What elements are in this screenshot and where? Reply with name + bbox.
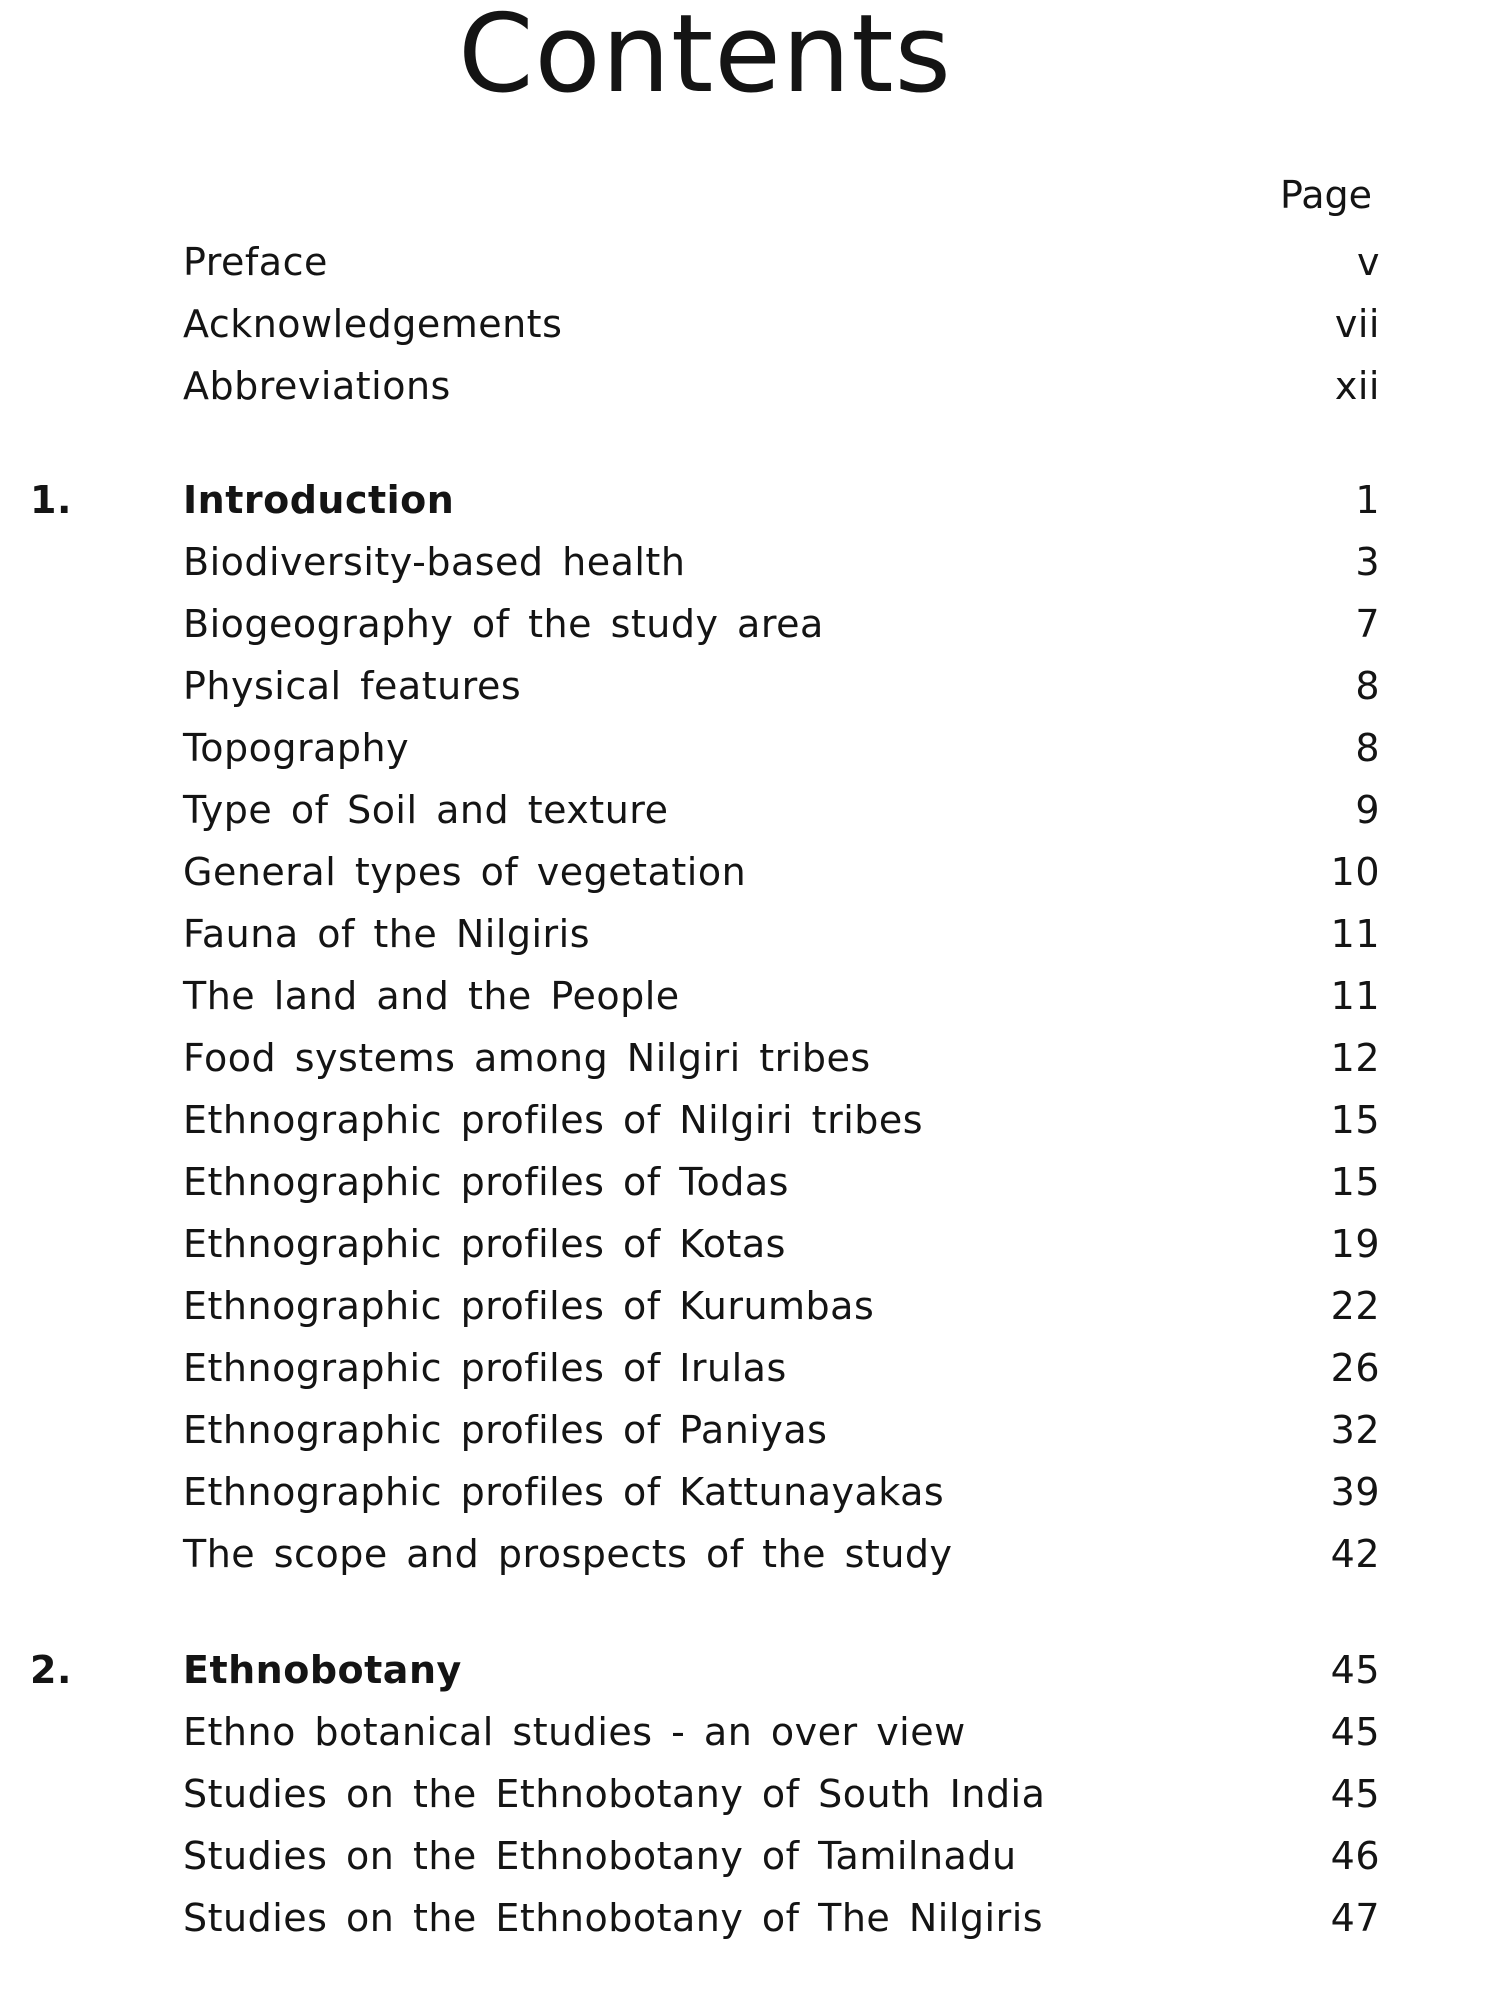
toc-section-page: 8: [1355, 726, 1380, 770]
toc-section[interactable]: [0, 1214, 1500, 1274]
toc-section[interactable]: [0, 1524, 1500, 1584]
toc-section-label: Type of Soil and texture: [183, 788, 669, 832]
page-title: Contents: [458, 0, 952, 117]
toc-section[interactable]: [0, 842, 1500, 902]
toc-section-page: 3: [1355, 540, 1380, 584]
toc-entry-page: xii: [1334, 364, 1380, 408]
toc-section-page: 19: [1330, 1222, 1380, 1266]
toc-section-label: Studies on the Ethnobotany of The Nilgiris: [183, 1896, 1044, 1940]
toc-entry-preface[interactable]: [0, 232, 1500, 292]
toc-section-page: 9: [1355, 788, 1380, 832]
toc-section[interactable]: [0, 594, 1500, 654]
toc-section-label: Fauna of the Nilgiris: [183, 912, 591, 956]
toc-section-page: 26: [1330, 1346, 1380, 1390]
toc-section-label: Biogeography of the study area: [183, 602, 824, 646]
toc-section[interactable]: [0, 1462, 1500, 1522]
toc-section-label: Physical features: [183, 664, 522, 708]
toc-section[interactable]: [0, 966, 1500, 1026]
toc-section-page: 22: [1330, 1284, 1380, 1328]
toc-section-label: Ethnographic profiles of Paniyas: [183, 1408, 828, 1452]
toc-section-page: 11: [1330, 974, 1380, 1018]
chapter-title: Introduction: [183, 478, 455, 522]
toc-section-page: 7: [1355, 602, 1380, 646]
chapter-page: 1: [1355, 478, 1380, 522]
toc-entry-page: vii: [1334, 302, 1380, 346]
toc-chapter-introduction[interactable]: [0, 470, 1500, 530]
toc-section-label: Studies on the Ethnobotany of Tamilnadu: [183, 1834, 1017, 1878]
toc-section-page: 46: [1330, 1834, 1380, 1878]
toc-section-label: Ethnographic profiles of Irulas: [183, 1346, 787, 1390]
toc-chapter-ethnobotany[interactable]: [0, 1640, 1500, 1700]
toc-section-page: 12: [1330, 1036, 1380, 1080]
toc-section-label: Ethnographic profiles of Nilgiri tribes: [183, 1098, 924, 1142]
toc-section[interactable]: [0, 656, 1500, 716]
toc-section[interactable]: [0, 1090, 1500, 1150]
toc-entry-label: Acknowledgements: [183, 302, 563, 346]
chapter-page: 45: [1330, 1648, 1380, 1692]
toc-section-label: The land and the People: [183, 974, 680, 1018]
toc-entry-label: Abbreviations: [183, 364, 451, 408]
toc-section-label: Biodiversity-based health: [183, 540, 686, 584]
toc-section-page: 8: [1355, 664, 1380, 708]
toc-section-page: 42: [1330, 1532, 1380, 1576]
toc-section[interactable]: [0, 1276, 1500, 1336]
toc-section[interactable]: [0, 718, 1500, 778]
page-column-heading: Page: [1280, 173, 1372, 217]
toc-section-page: 15: [1330, 1098, 1380, 1142]
toc-entry-label: Preface: [183, 240, 328, 284]
toc-section-page: 45: [1330, 1710, 1380, 1754]
toc-section[interactable]: [0, 1338, 1500, 1398]
toc-section-page: 11: [1330, 912, 1380, 956]
toc-section-label: Ethno botanical studies - an over view: [183, 1710, 966, 1754]
toc-section-label: Studies on the Ethnobotany of South India: [183, 1772, 1046, 1816]
toc-section-label: Ethnographic profiles of Kattunayakas: [183, 1470, 945, 1514]
toc-section-label: General types of vegetation: [183, 850, 747, 894]
toc-entry-page: v: [1357, 240, 1380, 284]
toc-section[interactable]: [0, 1028, 1500, 1088]
toc-section[interactable]: [0, 1888, 1500, 1948]
toc-section[interactable]: [0, 1152, 1500, 1212]
toc-section[interactable]: [0, 532, 1500, 592]
toc-section-page: 47: [1330, 1896, 1380, 1940]
toc-section-label: Food systems among Nilgiri tribes: [183, 1036, 871, 1080]
toc-section[interactable]: [0, 1702, 1500, 1762]
toc-section[interactable]: [0, 1400, 1500, 1460]
toc-section-label: Ethnographic profiles of Todas: [183, 1160, 789, 1204]
toc-section[interactable]: [0, 1764, 1500, 1824]
toc-section-page: 32: [1330, 1408, 1380, 1452]
toc-section-page: 10: [1330, 850, 1380, 894]
toc-section-page: 15: [1330, 1160, 1380, 1204]
toc-section-label: Topography: [183, 726, 410, 770]
toc-section-page: 45: [1330, 1772, 1380, 1816]
toc-entry-abbreviations[interactable]: [0, 356, 1500, 416]
chapter-number: 1.: [30, 478, 72, 522]
toc-section-label: The scope and prospects of the study: [183, 1532, 953, 1576]
toc-section[interactable]: [0, 904, 1500, 964]
toc-section[interactable]: [0, 1826, 1500, 1886]
toc-section-label: Ethnographic profiles of Kurumbas: [183, 1284, 875, 1328]
toc-section[interactable]: [0, 780, 1500, 840]
toc-entry-acknowledgements[interactable]: [0, 294, 1500, 354]
toc-section-page: 39: [1330, 1470, 1380, 1514]
chapter-title: Ethnobotany: [183, 1648, 462, 1692]
chapter-number: 2.: [30, 1648, 72, 1692]
toc-section-label: Ethnographic profiles of Kotas: [183, 1222, 786, 1266]
